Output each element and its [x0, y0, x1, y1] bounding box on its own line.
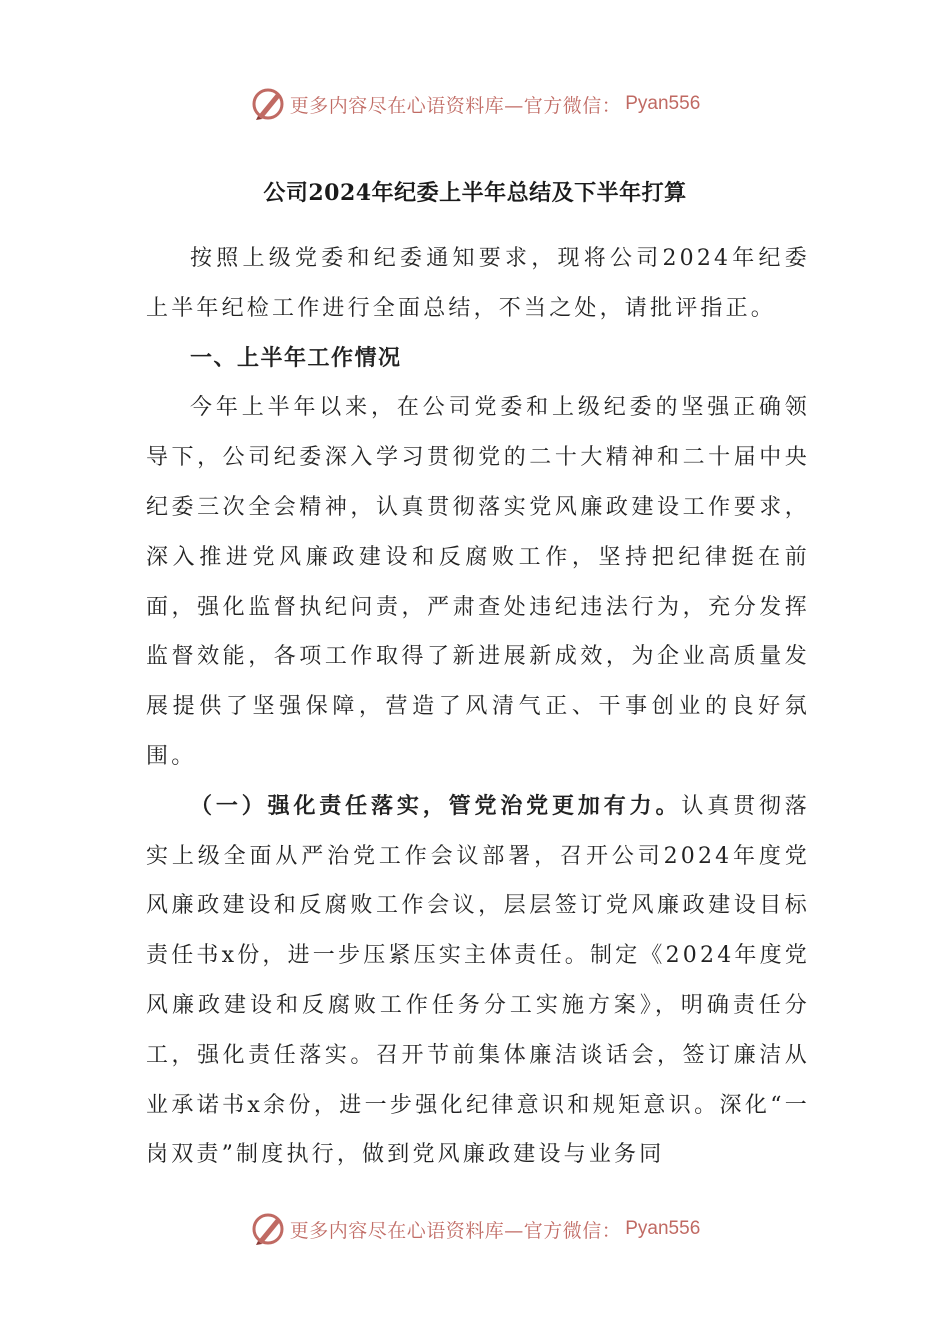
section-paragraph: 今年上半年以来，在公司党委和上级纪委的坚强正确领导下，公司纪委深入学习贯彻党的二十大精神和二十届中央纪委三次全会精神，认真贯彻落实党风廉政建设工作要求，深入推进党风廉政建设和反腐败工作，坚持把纪律挺在前面，强化监督执纪问责，严肃查处违纪违法行为，充分发挥监督效能，各项工作取得了新进展新成效，为企业高质量发展提供了坚强保障，营造了风清气正、干事创业的良好氛围。: [146, 395, 810, 769]
watermark-wechat-id: Pyan556: [625, 1218, 701, 1239]
subsection-body: 认真贯彻落实上级全面从严治党工作会议部署，召开公司2024年度党风廉政建设和反腐败工作会议，层层签订党风廉政建设目标责任书x份，进一步压紧压实主体责任。制定《2024年度党风廉政建设和反腐败工作任务分工实施方案》，明确责任分工，强化责任落实。召开节前集体廉洁谈话会，签订廉洁从业承诺书x余份，进一步强化纪律意识和规矩意识。深化“一岗双责”制度执行，做到党风廉政建设与业务同: [146, 793, 810, 1168]
footer-watermark: [0, 1209, 950, 1249]
watermark-text: 更多内容尽在心语资料库—官方微信：: [289, 1219, 622, 1242]
document-title: 公司2024年纪委上半年总结及下半年打算: [263, 180, 687, 206]
watermark-text: 更多内容尽在心语资料库—官方微信：: [289, 94, 622, 117]
header-watermark: [0, 84, 950, 124]
subsection-lead: （一）强化责任落实，管党治党更加有力。: [190, 792, 682, 819]
subsection-paragraph: [146, 782, 810, 1180]
section-heading: 一、上半年工作情况: [190, 344, 402, 371]
pen-logo-icon: [250, 1211, 286, 1247]
watermark-wechat-id: Pyan556: [625, 93, 701, 114]
intro-paragraph: 按照上级党委和纪委通知要求，现将公司2024年纪委上半年纪检工作进行全面总结，不当之处，请批评指正。: [146, 246, 810, 321]
pen-logo-icon: [250, 86, 286, 122]
document-body: [146, 234, 810, 1180]
